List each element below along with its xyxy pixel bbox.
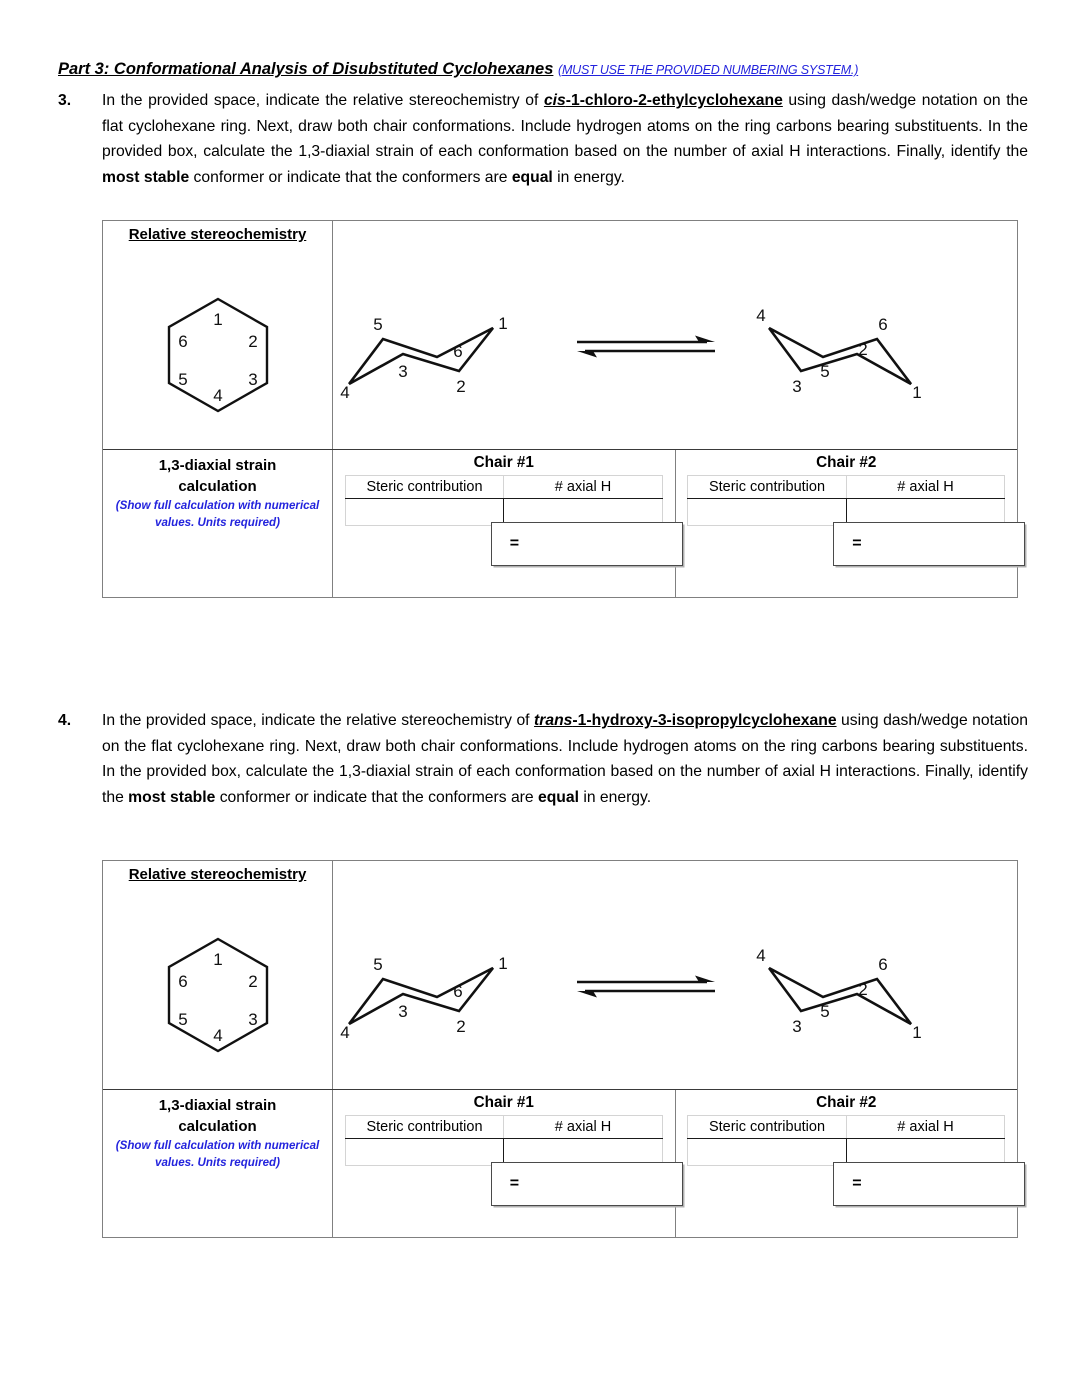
chair1-label-6: 6 — [453, 982, 463, 1001]
chair2-col-axialh-header: # axial H — [846, 476, 1005, 499]
chair2-label-1: 1 — [912, 1023, 922, 1042]
chair1-equals-sign: = — [509, 535, 520, 552]
part-heading — [58, 60, 1038, 79]
chair1-heading-q3: Chair #1 — [473, 454, 534, 471]
hexagon-label-2: 2 — [247, 332, 258, 351]
part-title: Part 3: Conformational Analysis of Disubstituted Cyclohexanes — [58, 60, 554, 78]
chair1-calculation-cell-q4 — [333, 1090, 676, 1237]
hexagon-label-6: 6 — [177, 332, 188, 351]
chair2-label-4: 4 — [756, 306, 766, 325]
hexagon-label-5: 5 — [177, 370, 188, 389]
q4-compound-prefix: trans — [534, 712, 573, 729]
table-header-row — [688, 476, 1005, 499]
q3-compound-rest: -1-chloro-2-ethylcyclohexane — [565, 92, 783, 109]
chair2-result-box-q4[interactable] — [833, 1162, 1025, 1206]
chair1-equals-sign: = — [509, 1175, 520, 1192]
table-q3-drawing-row — [103, 221, 1017, 449]
chair2-label-2: 2 — [858, 980, 868, 999]
table-header-row — [345, 1116, 662, 1139]
table-q3-relative-stereochemistry-cell[interactable] — [103, 221, 333, 449]
hexagon-label-6: 6 — [177, 972, 188, 991]
table-q3-chairs-cell[interactable] — [333, 221, 1017, 449]
calc-title-line1: 1,3-diaxial strain — [158, 1097, 277, 1114]
chair2-calculation-cell-q4 — [676, 1090, 1018, 1237]
q3-compound-prefix: cis — [543, 92, 566, 109]
chair1-label-1: 1 — [498, 954, 508, 973]
calculation-label-cell-q3 — [103, 450, 333, 597]
chair1-steric-input[interactable] — [345, 1139, 504, 1166]
hexagon-label-2: 2 — [247, 972, 258, 991]
chair1-result-box-q3[interactable] — [491, 522, 683, 566]
cyclohexane-hexagon-q4[interactable] — [159, 933, 277, 1045]
q4-text-mid1: using dash/wedge notation on the flat cyclohexane ring. Next, draw both chair conformations. Include hydrogen atoms on the ring carbons bearing substituents. In the provided box, calculate the 1,3-diaxial strain of each conformation based on the number of axial H interactions. Finally, identify the — [102, 712, 1028, 806]
calc-instruction-line1: (Show full calculation with numerical — [115, 1139, 320, 1152]
chair1-label-4: 4 — [340, 1023, 350, 1042]
table-q4-drawing-row — [103, 861, 1017, 1089]
hexagon-label-4: 4 — [212, 386, 223, 405]
chair2-subtable-q3 — [687, 475, 1005, 526]
relative-stereochemistry-label: Relative stereochemistry — [128, 866, 307, 883]
chair2-label-5: 5 — [820, 1002, 830, 1021]
hexagon-svg — [159, 933, 277, 1045]
chair2-heading-q3: Chair #2 — [816, 454, 877, 471]
chair2-label-6: 6 — [878, 315, 888, 334]
chairs-drawing-area-q3 — [333, 221, 1017, 449]
chair1-label-3: 3 — [398, 1002, 408, 1021]
q3-text-mid1: using dash/wedge notation on the flat cyclohexane ring. Next, draw both chair conformations. Include hydrogen atoms on the ring carbons bearing substituents. In the provided box, calculate the 1,3-diaxial strain of each conformation based on the number of axial H interactions. Finally, identify the — [102, 92, 1029, 160]
calc-title-line1: 1,3-diaxial strain — [158, 457, 277, 474]
hexagon-label-5: 5 — [177, 1010, 188, 1029]
chair1-label-5: 5 — [373, 955, 383, 974]
chair2-label-3: 3 — [792, 377, 802, 396]
question-3 — [58, 88, 1028, 190]
worksheet-table-q3 — [102, 220, 1018, 598]
chair1-subtable-q4 — [345, 1115, 663, 1166]
hexagon-label-1: 1 — [212, 950, 223, 969]
relative-stereochemistry-label: Relative stereochemistry — [128, 226, 307, 243]
q3-text-end: in energy. — [552, 168, 625, 186]
chair1-result-box-q4[interactable] — [491, 1162, 683, 1206]
table-q4-relative-stereochemistry-cell[interactable] — [103, 861, 333, 1089]
q4-bold-most-stable: most stable — [128, 788, 216, 806]
q4-text-end: in energy. — [578, 788, 652, 806]
chair2-steric-input[interactable] — [688, 499, 847, 526]
chair-conformation-1-drawing[interactable] — [341, 939, 526, 1044]
q4-compound — [534, 712, 837, 729]
hexagon-label-3: 3 — [247, 370, 258, 389]
question-4-number: 4. — [58, 712, 72, 729]
calc-instruction-line2: values. Units required) — [155, 1155, 280, 1169]
chair2-label-6: 6 — [878, 955, 888, 974]
chair1-subtable-q3 — [345, 475, 663, 526]
chair1-steric-input[interactable] — [345, 499, 504, 526]
chair2-subtable-q4 — [687, 1115, 1005, 1166]
table-q3-calculation-row — [103, 449, 1017, 597]
q4-compound-rest: -1-hydroxy-3-isopropylcyclohexane — [572, 712, 837, 729]
calc-title-line2: calculation — [178, 478, 257, 495]
chair1-label-5: 5 — [373, 315, 383, 334]
equilibrium-arrows-q3 — [575, 333, 717, 363]
chair2-ring-path — [769, 968, 911, 1024]
chair2-equals-sign: = — [852, 535, 862, 552]
q3-compound — [544, 92, 783, 109]
table-q4-chairs-cell[interactable] — [333, 861, 1017, 1089]
q4-text-before: In the provided space, indicate the relative stereochemistry of — [102, 712, 535, 729]
chair1-col-axialh-header: # axial H — [504, 1116, 663, 1139]
question-3-text — [102, 88, 1028, 190]
q3-bold-equal: equal — [511, 168, 553, 186]
chair1-calculation-cell-q3 — [333, 450, 676, 597]
equilibrium-arrows-q4 — [575, 973, 717, 1003]
chair2-col-axialh-header: # axial H — [846, 1116, 1005, 1139]
q3-text-mid2: conformer or indicate that the conformers are — [189, 168, 512, 186]
calc-instruction-line2: values. Units required) — [155, 515, 280, 529]
chair-conformation-2-drawing[interactable] — [755, 299, 940, 404]
chair1-ring-path — [349, 968, 493, 1024]
hexagon-label-3: 3 — [247, 1010, 258, 1029]
hexagon-label-1: 1 — [212, 310, 223, 329]
chair1-label-4: 4 — [340, 383, 350, 402]
chair2-equals-sign: = — [852, 1175, 862, 1192]
chair1-label-2: 2 — [456, 1017, 466, 1036]
part-numbering-note: (MUST USE THE PROVIDED NUMBERING SYSTEM.) — [558, 63, 859, 77]
chair2-result-box-q3[interactable] — [833, 522, 1025, 566]
calc-instruction-line1: (Show full calculation with numerical — [115, 499, 320, 512]
chair2-calculation-cell-q3 — [676, 450, 1018, 597]
table-header-row — [345, 476, 662, 499]
chair-conformation-1-drawing[interactable] — [341, 299, 526, 404]
q3-bold-most-stable: most stable — [102, 168, 190, 186]
chair1-label-6: 6 — [453, 342, 463, 361]
chair1-col-steric-header: Steric contribution — [345, 476, 504, 499]
chair2-steric-input[interactable] — [688, 1139, 847, 1166]
question-3-number: 3. — [58, 92, 72, 109]
chair2-ring-path — [769, 328, 911, 384]
chair2-label-5: 5 — [820, 362, 830, 381]
question-4 — [58, 708, 1028, 810]
chair2-col-steric-header: Steric contribution — [688, 1116, 847, 1139]
chair2-label-2: 2 — [858, 340, 868, 359]
chair2-heading-q4: Chair #2 — [816, 1094, 877, 1111]
chair1-heading-q4: Chair #1 — [473, 1094, 534, 1111]
question-4-text — [102, 708, 1028, 810]
q4-text-mid2: conformer or indicate that the conformers are — [215, 788, 538, 806]
chair2-label-1: 1 — [912, 383, 922, 402]
calc-title-line2: calculation — [178, 1118, 257, 1135]
chair1-label-2: 2 — [456, 377, 466, 396]
chairs-drawing-area-q4 — [333, 861, 1017, 1089]
hexagon-svg — [159, 293, 277, 405]
q4-bold-equal: equal — [537, 788, 579, 806]
chair1-col-steric-header: Steric contribution — [345, 1116, 504, 1139]
cyclohexane-hexagon-q3[interactable] — [159, 293, 277, 405]
table-header-row — [688, 1116, 1005, 1139]
chair2-col-steric-header: Steric contribution — [688, 476, 847, 499]
table-q4-calculation-row — [103, 1089, 1017, 1237]
chair2-label-4: 4 — [756, 946, 766, 965]
hexagon-label-4: 4 — [212, 1026, 223, 1045]
chair1-label-1: 1 — [498, 314, 508, 333]
chair1-col-axialh-header: # axial H — [504, 476, 663, 499]
chair-conformation-2-drawing[interactable] — [755, 939, 940, 1044]
chair2-label-3: 3 — [792, 1017, 802, 1036]
q3-text-before: In the provided space, indicate the relative stereochemistry of — [102, 92, 544, 109]
chair1-ring-path — [349, 328, 493, 384]
worksheet-table-q4 — [102, 860, 1018, 1238]
calculation-label-cell-q4 — [103, 1090, 333, 1237]
chair1-label-3: 3 — [398, 362, 408, 381]
